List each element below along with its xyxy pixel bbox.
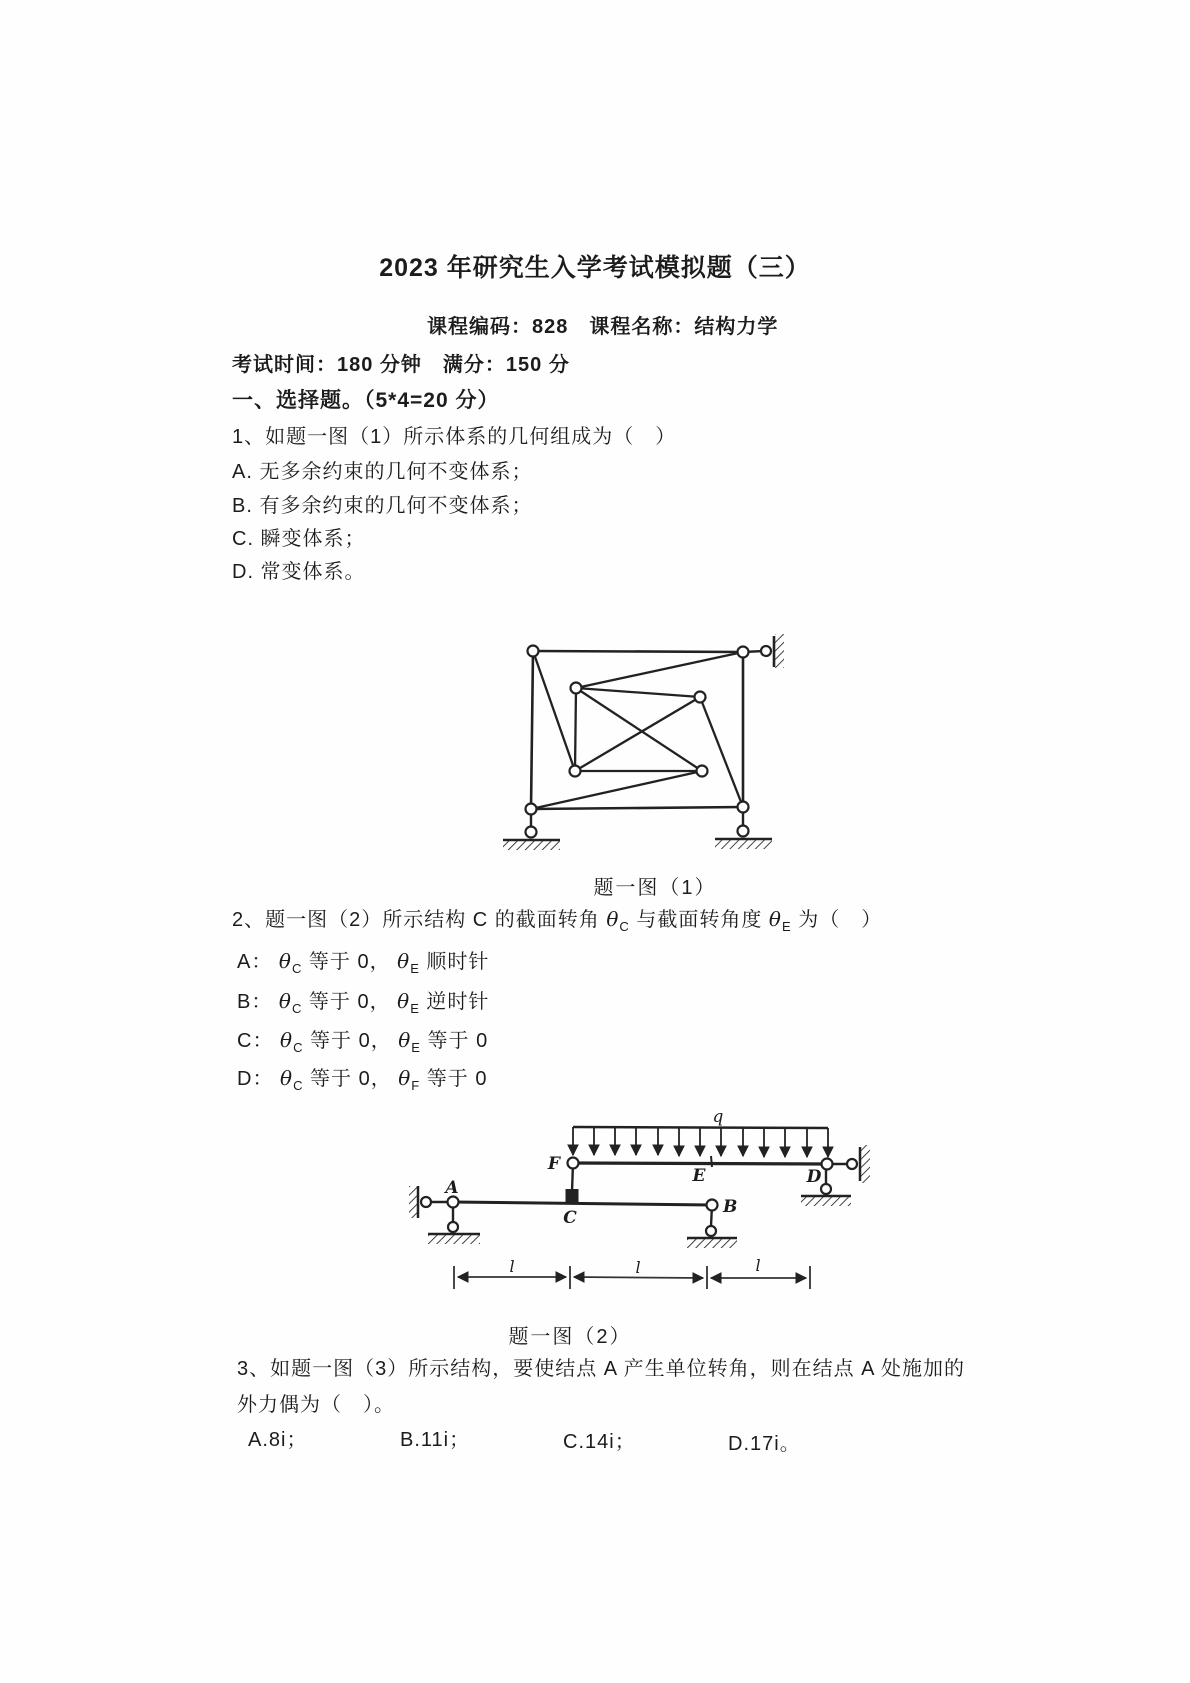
lower-beam bbox=[453, 1202, 712, 1205]
q2-option-c: C： $\theta_C$ 等于 0， $\theta_E$ 等于 0 bbox=[237, 1028, 489, 1055]
distributed-load bbox=[573, 1127, 828, 1157]
node-label-C: C bbox=[563, 1208, 577, 1228]
course-line: 课程编码：828 课程名称：结构力学 bbox=[427, 316, 779, 338]
dim-label-1: l bbox=[509, 1257, 515, 1276]
q2-option-d: D： $\theta_C$ 等于 0， $\theta_F$ 等于 0 bbox=[237, 1066, 488, 1093]
node-label-D: D bbox=[806, 1167, 822, 1187]
upper-beam bbox=[573, 1163, 827, 1164]
q1-stem: 1、如题一图（1）所示体系的几何组成为（ ） bbox=[232, 426, 677, 448]
exam-title: 2023 年研究生入学考试模拟题（三） bbox=[379, 254, 811, 282]
figure-2-beam-diagram bbox=[405, 1108, 875, 1298]
exam-info-line: 考试时间：180 分钟 满分：150 分 bbox=[232, 354, 570, 376]
node-label-E: E bbox=[692, 1166, 706, 1186]
q3-option-a: A.8i； bbox=[248, 1429, 308, 1451]
q3-option-b: B.11i； bbox=[400, 1429, 471, 1451]
load-label-q: q bbox=[712, 1108, 724, 1127]
node-label-A: A bbox=[445, 1178, 459, 1198]
joint-C-block bbox=[566, 1189, 579, 1202]
node-label-F: F bbox=[547, 1154, 560, 1174]
figure-1-caption: 题一图（1） bbox=[593, 877, 717, 899]
hinge-nodes bbox=[526, 646, 749, 815]
dim-label-3: l bbox=[755, 1256, 761, 1275]
truss-inner-members bbox=[531, 651, 743, 809]
node-label-B: B bbox=[723, 1197, 738, 1217]
q1-option-a: A. 无多余约束的几何不变体系； bbox=[232, 461, 533, 483]
q1-option-b: B. 有多余约束的几何不变体系； bbox=[232, 495, 533, 517]
q3-option-d: D.17i。 bbox=[728, 1433, 801, 1455]
dim-label-2: l bbox=[635, 1258, 641, 1277]
section-heading: 一、选择题。（5*4=20 分） bbox=[232, 389, 500, 412]
q2-option-b: B： $\theta_C$ 等于 0， $\theta_E$ 逆时针 bbox=[237, 989, 490, 1016]
q1-option-d: D. 常变体系。 bbox=[232, 561, 366, 583]
q3-stem-line1: 3、如题一图（3）所示结构，要使结点 A 产生单位转角，则在结点 A 处施加的 bbox=[237, 1358, 965, 1380]
q2-option-a: A： $\theta_C$ 等于 0， $\theta_E$ 顺时针 bbox=[237, 949, 490, 976]
q3-option-c: C.14i； bbox=[563, 1431, 636, 1453]
figure-2-caption: 题一图（2） bbox=[508, 1326, 632, 1348]
section-E-tick bbox=[711, 1156, 712, 1167]
q2-stem: 2、题一图（2）所示结构 C 的截面转角 $\theta_C$ 与截面转角度 $\theta_E$ 为（ ） bbox=[232, 907, 883, 934]
figure-1-truss-diagram bbox=[480, 590, 830, 860]
q3-stem-line2: 外力偶为（ ）。 bbox=[237, 1394, 395, 1416]
q1-option-c: C. 瞬变体系； bbox=[232, 528, 366, 550]
